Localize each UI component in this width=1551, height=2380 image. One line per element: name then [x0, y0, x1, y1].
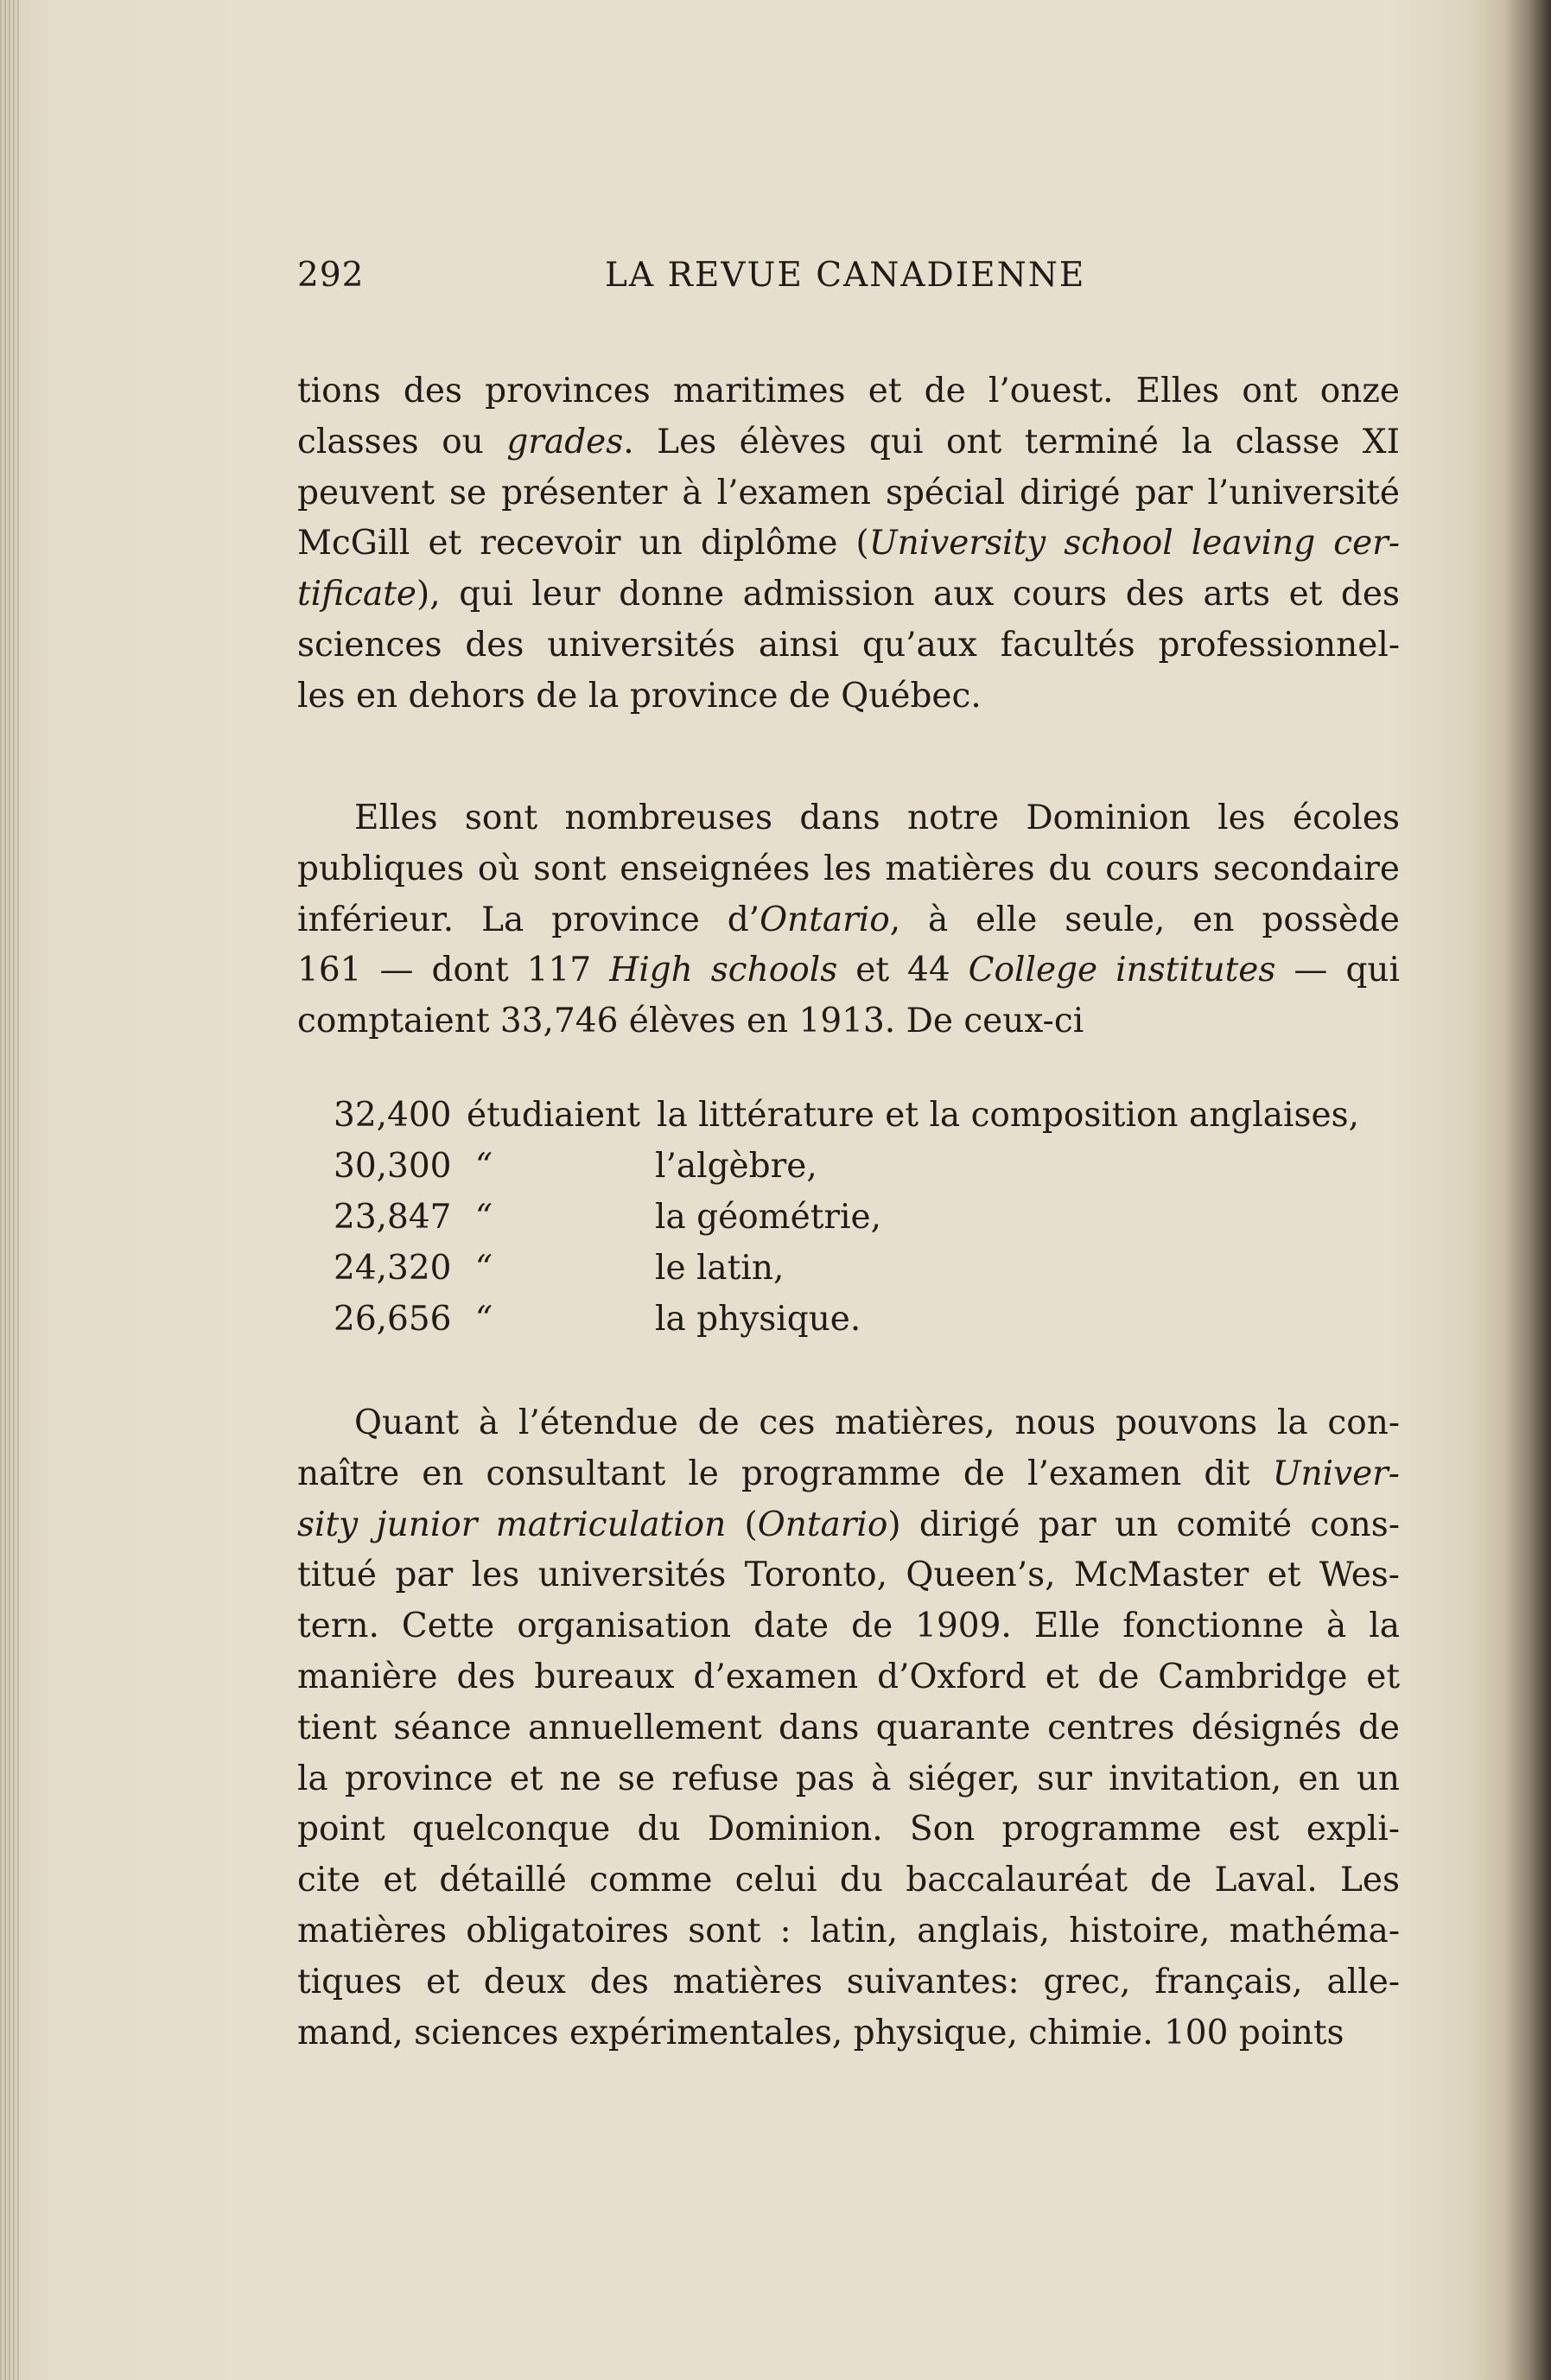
text-line: inférieur. La province d’Ontario, à elle seule, en possède	[297, 900, 1400, 939]
text-line: la province et ne se refuse pas à siéger, sur invitation, en un	[297, 1759, 1400, 1798]
text-line: sity junior matriculation (Ontario) dirigé par un comité cons-	[297, 1505, 1400, 1544]
enrollment-count: 26,656	[334, 1300, 452, 1339]
enrollment-count: 32,400	[334, 1096, 452, 1135]
text-line: tificate), qui leur donne admission aux cours des arts et des	[297, 575, 1400, 614]
enrollment-verb: étudiaient	[467, 1096, 640, 1135]
paragraph-2	[297, 793, 1400, 1047]
page-gutter	[0, 0, 19, 2380]
ditto-mark: “	[475, 1300, 493, 1339]
text-line: naître en consultant le programme de l’examen dit Univer-	[297, 1454, 1400, 1493]
text-line: tiques et deux des matières suivantes: grec, français, alle-	[297, 1962, 1400, 2001]
ditto-mark: “	[475, 1147, 493, 1186]
enrollment-count: 23,847	[334, 1198, 452, 1237]
text-line: les en dehors de la province de Québec.	[297, 676, 982, 716]
text-line: comptaient 33,746 élèves en 1913. De ceux-ci	[297, 1002, 1084, 1041]
enrollment-subject: la géométrie,	[655, 1198, 881, 1237]
text-line: Elles sont nombreuses dans notre Dominion les écoles	[354, 799, 1400, 837]
text-line: tions des provinces maritimes et de l’ouest. Elles ont onze	[297, 372, 1400, 410]
text-line: classes ou grades. Les élèves qui ont terminé la classe XI	[297, 422, 1400, 461]
enrollment-count: 24,320	[334, 1249, 452, 1288]
page-number: 292	[297, 256, 365, 295]
text-line: McGill et recevoir un diplôme (University school leaving cer-	[297, 524, 1400, 563]
paragraph-3	[297, 1398, 1400, 2059]
text-line: manière des bureaux d’examen d’Oxford et de Cambridge et	[297, 1657, 1400, 1696]
text-line: titué par les universités Toronto, Queen’s, McMaster et Wes-	[297, 1556, 1400, 1595]
text-line: matières obligatoires sont : latin, anglais, histoire, mathéma-	[297, 1911, 1400, 1950]
ditto-mark: “	[475, 1198, 493, 1237]
page-header	[297, 256, 1092, 297]
ditto-mark: “	[475, 1249, 493, 1288]
text-line: cite et détaillé comme celui du baccalauréat de Laval. Les	[297, 1861, 1400, 1900]
text-line: point quelconque du Dominion. Son programme est expli-	[297, 1810, 1400, 1849]
text-line: tient séance annuellement dans quarante centres désignés de	[297, 1708, 1400, 1747]
text-line: Quant à l’étendue de ces matières, nous pouvons la con-	[354, 1403, 1400, 1442]
enrollment-count: 30,300	[334, 1147, 452, 1186]
enrollment-subject: l’algèbre,	[655, 1147, 817, 1186]
text-line: 161 — dont 117 High schools et 44 College institutes — qui	[297, 951, 1401, 990]
enrollment-subject: la physique.	[655, 1300, 861, 1339]
text-line: tern. Cette organisation date de 1909. Elle fonctionne à la	[297, 1607, 1400, 1646]
text-line: publiques où sont enseignées les matières du cours secondaire	[297, 849, 1400, 888]
text-line: sciences des universités ainsi qu’aux facultés professionnel-	[297, 625, 1400, 665]
enrollment-subject: la littérature et la composition anglaises,	[657, 1096, 1359, 1135]
paragraph-1	[297, 366, 1400, 722]
text-line: mand, sciences expérimentales, physique, chimie. 100 points	[297, 2013, 1344, 2052]
text-line: peuvent se présenter à l’examen spécial dirigé par l’université	[297, 473, 1400, 512]
running-head: LA REVUE CANADIENNE	[605, 256, 1086, 295]
enrollment-subject: le latin,	[655, 1249, 785, 1288]
